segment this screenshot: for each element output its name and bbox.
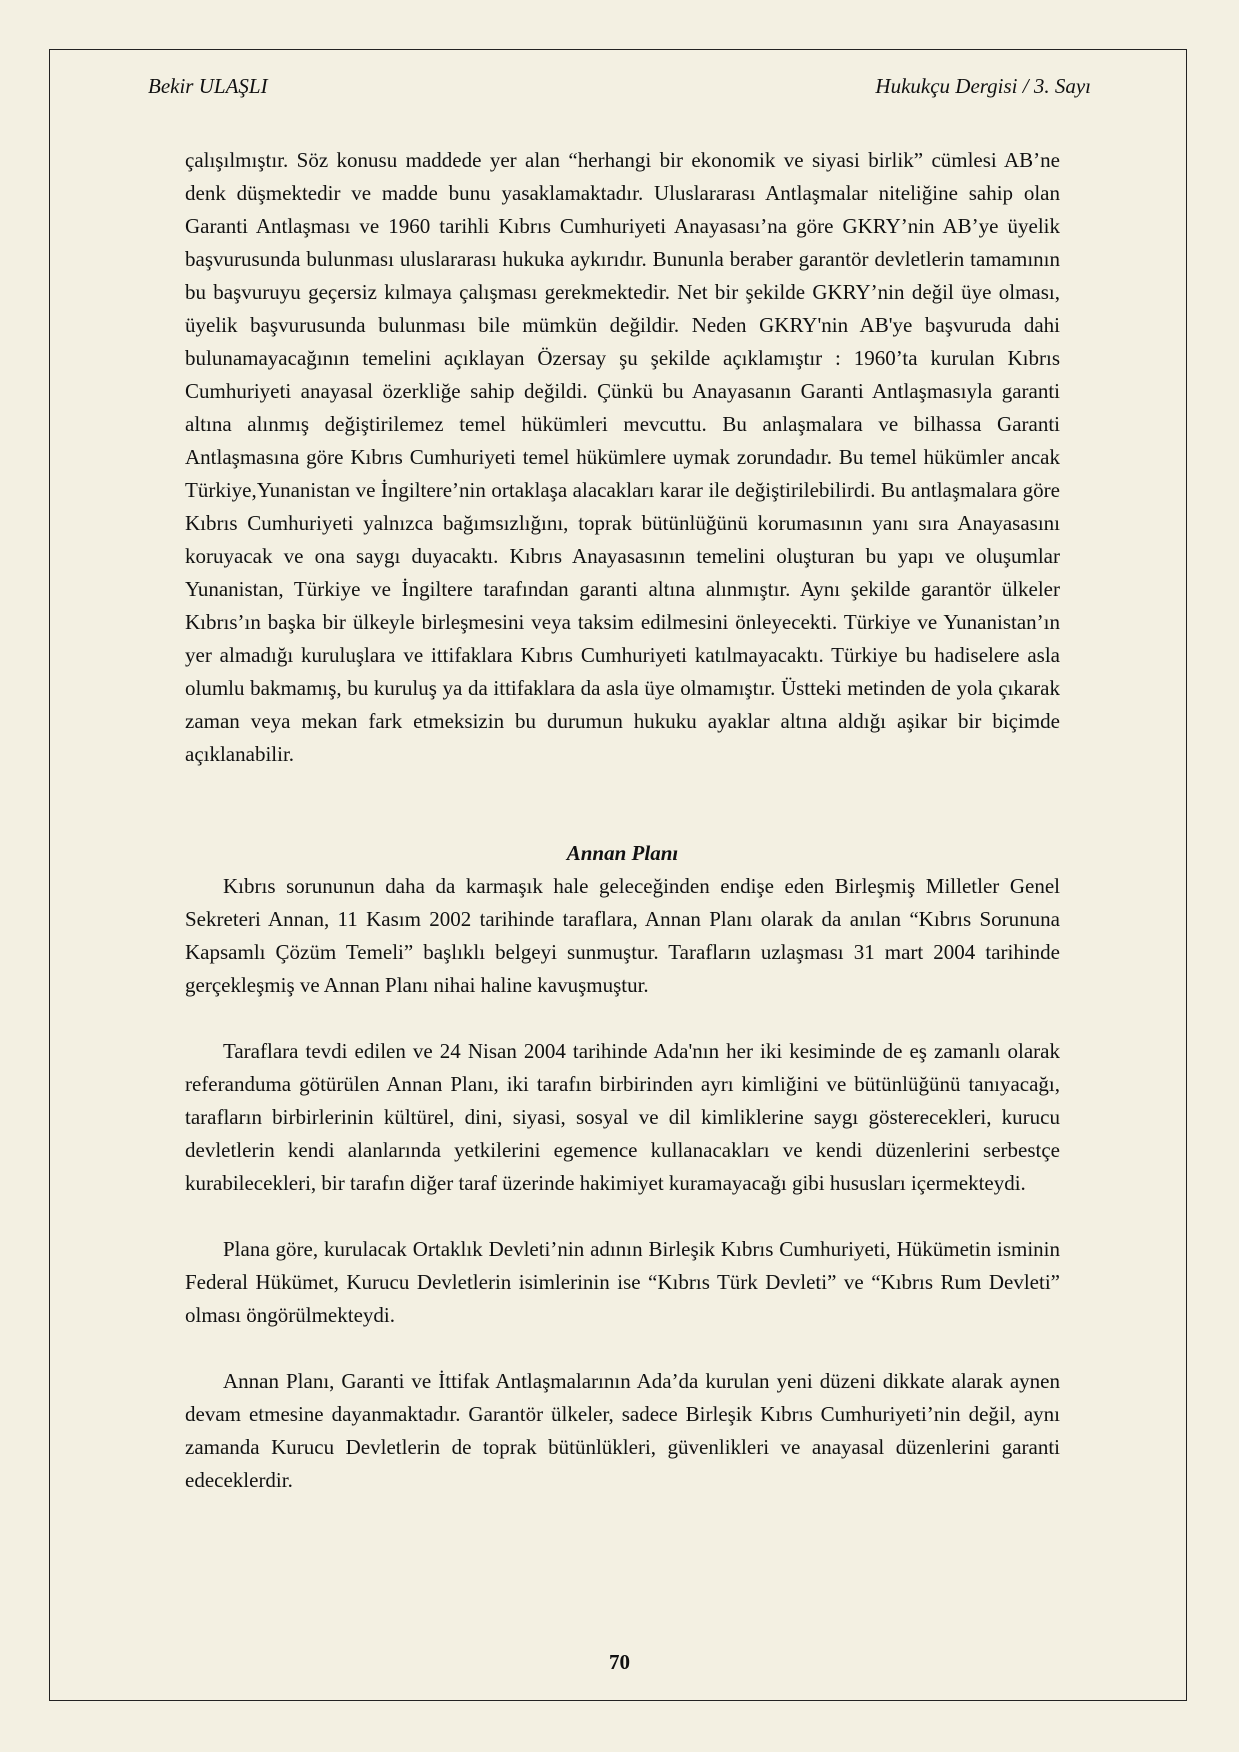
section-paragraph-1: Kıbrıs sorununun daha da karmaşık hale geleceğinden endişe eden Birleşmiş Milletler Genel Sekreteri Annan, 11 Kasım 2002 tarihinde taraflara, Annan Planı olarak da anılan “Kıbrıs Sorununa Kapsamlı Çözüm Temeli” başlıklı belgeyi sunmuştur. Tarafların uzlaşması 31 mart 2004 tarihinde gerçekleşmiş ve Annan Planı nihai haline kavuşmuştur. [185, 874, 1060, 997]
header-author: Bekir ULAŞLI [148, 74, 268, 98]
spacer [185, 1002, 1060, 1035]
section-title: Annan Planı [566, 841, 679, 865]
page-number: 70 [609, 1650, 630, 1674]
spacer [185, 1200, 1060, 1233]
intro-paragraph: çalışılmıştır. Söz konusu maddede yer alan “herhangi bir ekonomik ve siyasi birlik” cümlesi AB’ne denk düşmektedir ve madde bunu yasaklamaktadır. Uluslararası Antlaşmalar niteliğine sahip olan Garanti Antlaşması ve 1960 tarihli Kıbrıs Cumhuriyeti Anayasası’na göre GKRY’nin AB’ye üyelik başvurusunda bulunması uluslararası hukuka aykırıdır. Bununla beraber garantör devletlerin tamamının bu başvuruyu geçersiz kılmaya çalışması gerekmektedir. Net bir şekilde GKRY’nin değil üye olması, üyelik başvurusunda bulunması bile mümkün değildir. Neden GKRY'nin AB'ye başvuruda dahi bulunamayacağının temelini açıklayan Özersay şu şekilde açıklamıştır : 1960’ta kurulan Kıbrıs Cumhuriyeti anayasal özerkliğe sahip değildi. Çünkü bu Anayasanın Garanti Antlaşmasıyla garanti altına alınmış değiştirilemez temel hükümleri mevcuttu. Bu anlaşmalara ve bilhassa Garanti Antlaşmasına göre Kıbrıs Cumhuriyeti temel hükümlere uymak zorundadır. Bu temel hükümler ancak Türkiye,Yunanistan ve İngiltere’nin ortaklaşa alacakları karar ile değiştirilebilirdi. Bu antlaşmalara göre Kıbrıs Cumhuriyeti yalnızca bağımsızlığını, toprak bütünlüğünü korumasının yanı sıra Anayasasını koruyacak ve ona saygı duyacaktı. Kıbrıs Anayasasının temelini oluşturan bu yapı ve oluşumlar Yunanistan, Türkiye ve İngiltere tarafından garanti altına alınmıştır. Aynı şekilde garantör ülkeler Kıbrıs’ın başka bir ülkeyle birleşmesini veya taksim edilmesini önleyecekti. Türkiye ve Yunanistan’ın yer almadığı kuruluşlara ve ittifaklara Kıbrıs Cumhuriyeti katılmayacaktı. Türkiye bu hadiselere asla olumlu bakmamış, bu kuruluş ya da ittifaklara da asla üye olmamıştır. Üstteki metinden de yola çıkarak zaman veya mekan fark etmeksizin bu durumun hukuku ayaklar altına aldığı aşikar bir biçimde açıklanabilir. [185, 148, 1060, 766]
spacer [185, 1332, 1060, 1365]
section-paragraph-2: Taraflara tevdi edilen ve 24 Nisan 2004 tarihinde Ada'nın her iki kesiminde de eş zamanlı olarak referanduma götürülen Annan Planı, iki tarafın birbirinden ayrı kimliğini ve bütünlüğünü tanıyacağı, tarafların birbirlerinin kültürel, dini, siyasi, sosyal ve dil kimliklerine saygı gösterecekleri, kurucu devletlerin kendi alanlarında yetkilerini egemence kullanacakları ve kendi düzenlerini serbestçe kurabilecekleri, bir tarafın diğer taraf üzerinde hakimiyet kuramayacağı gibi hususları içermekteydi. [185, 1039, 1060, 1195]
spacer [185, 771, 1060, 837]
header-journal: Hukukçu Dergisi / 3. Sayı [875, 74, 1091, 98]
section-paragraph-4: Annan Planı, Garanti ve İttifak Antlaşmalarının Ada’da kurulan yeni düzeni dikkate alarak aynen devam etmesine dayanmaktadır. Garantör ülkeler, sadece Birleşik Kıbrıs Cumhuriyeti’nin değil, aynı zamanda Kurucu Devletlerin de toprak bütünlükleri, güvenlikleri ve anayasal düzenlerini garanti edeceklerdir. [185, 1369, 1060, 1492]
section-paragraph-3: Plana göre, kurulacak Ortaklık Devleti’nin adının Birleşik Kıbrıs Cumhuriyeti, Hükümetin isminin Federal Hükümet, Kurucu Devletlerin isimlerinin ise “Kıbrıs Türk Devleti” ve “Kıbrıs Rum Devleti” olması öngörülmekteydi. [185, 1237, 1060, 1327]
page-content [185, 144, 1060, 1497]
running-header [148, 74, 1091, 104]
